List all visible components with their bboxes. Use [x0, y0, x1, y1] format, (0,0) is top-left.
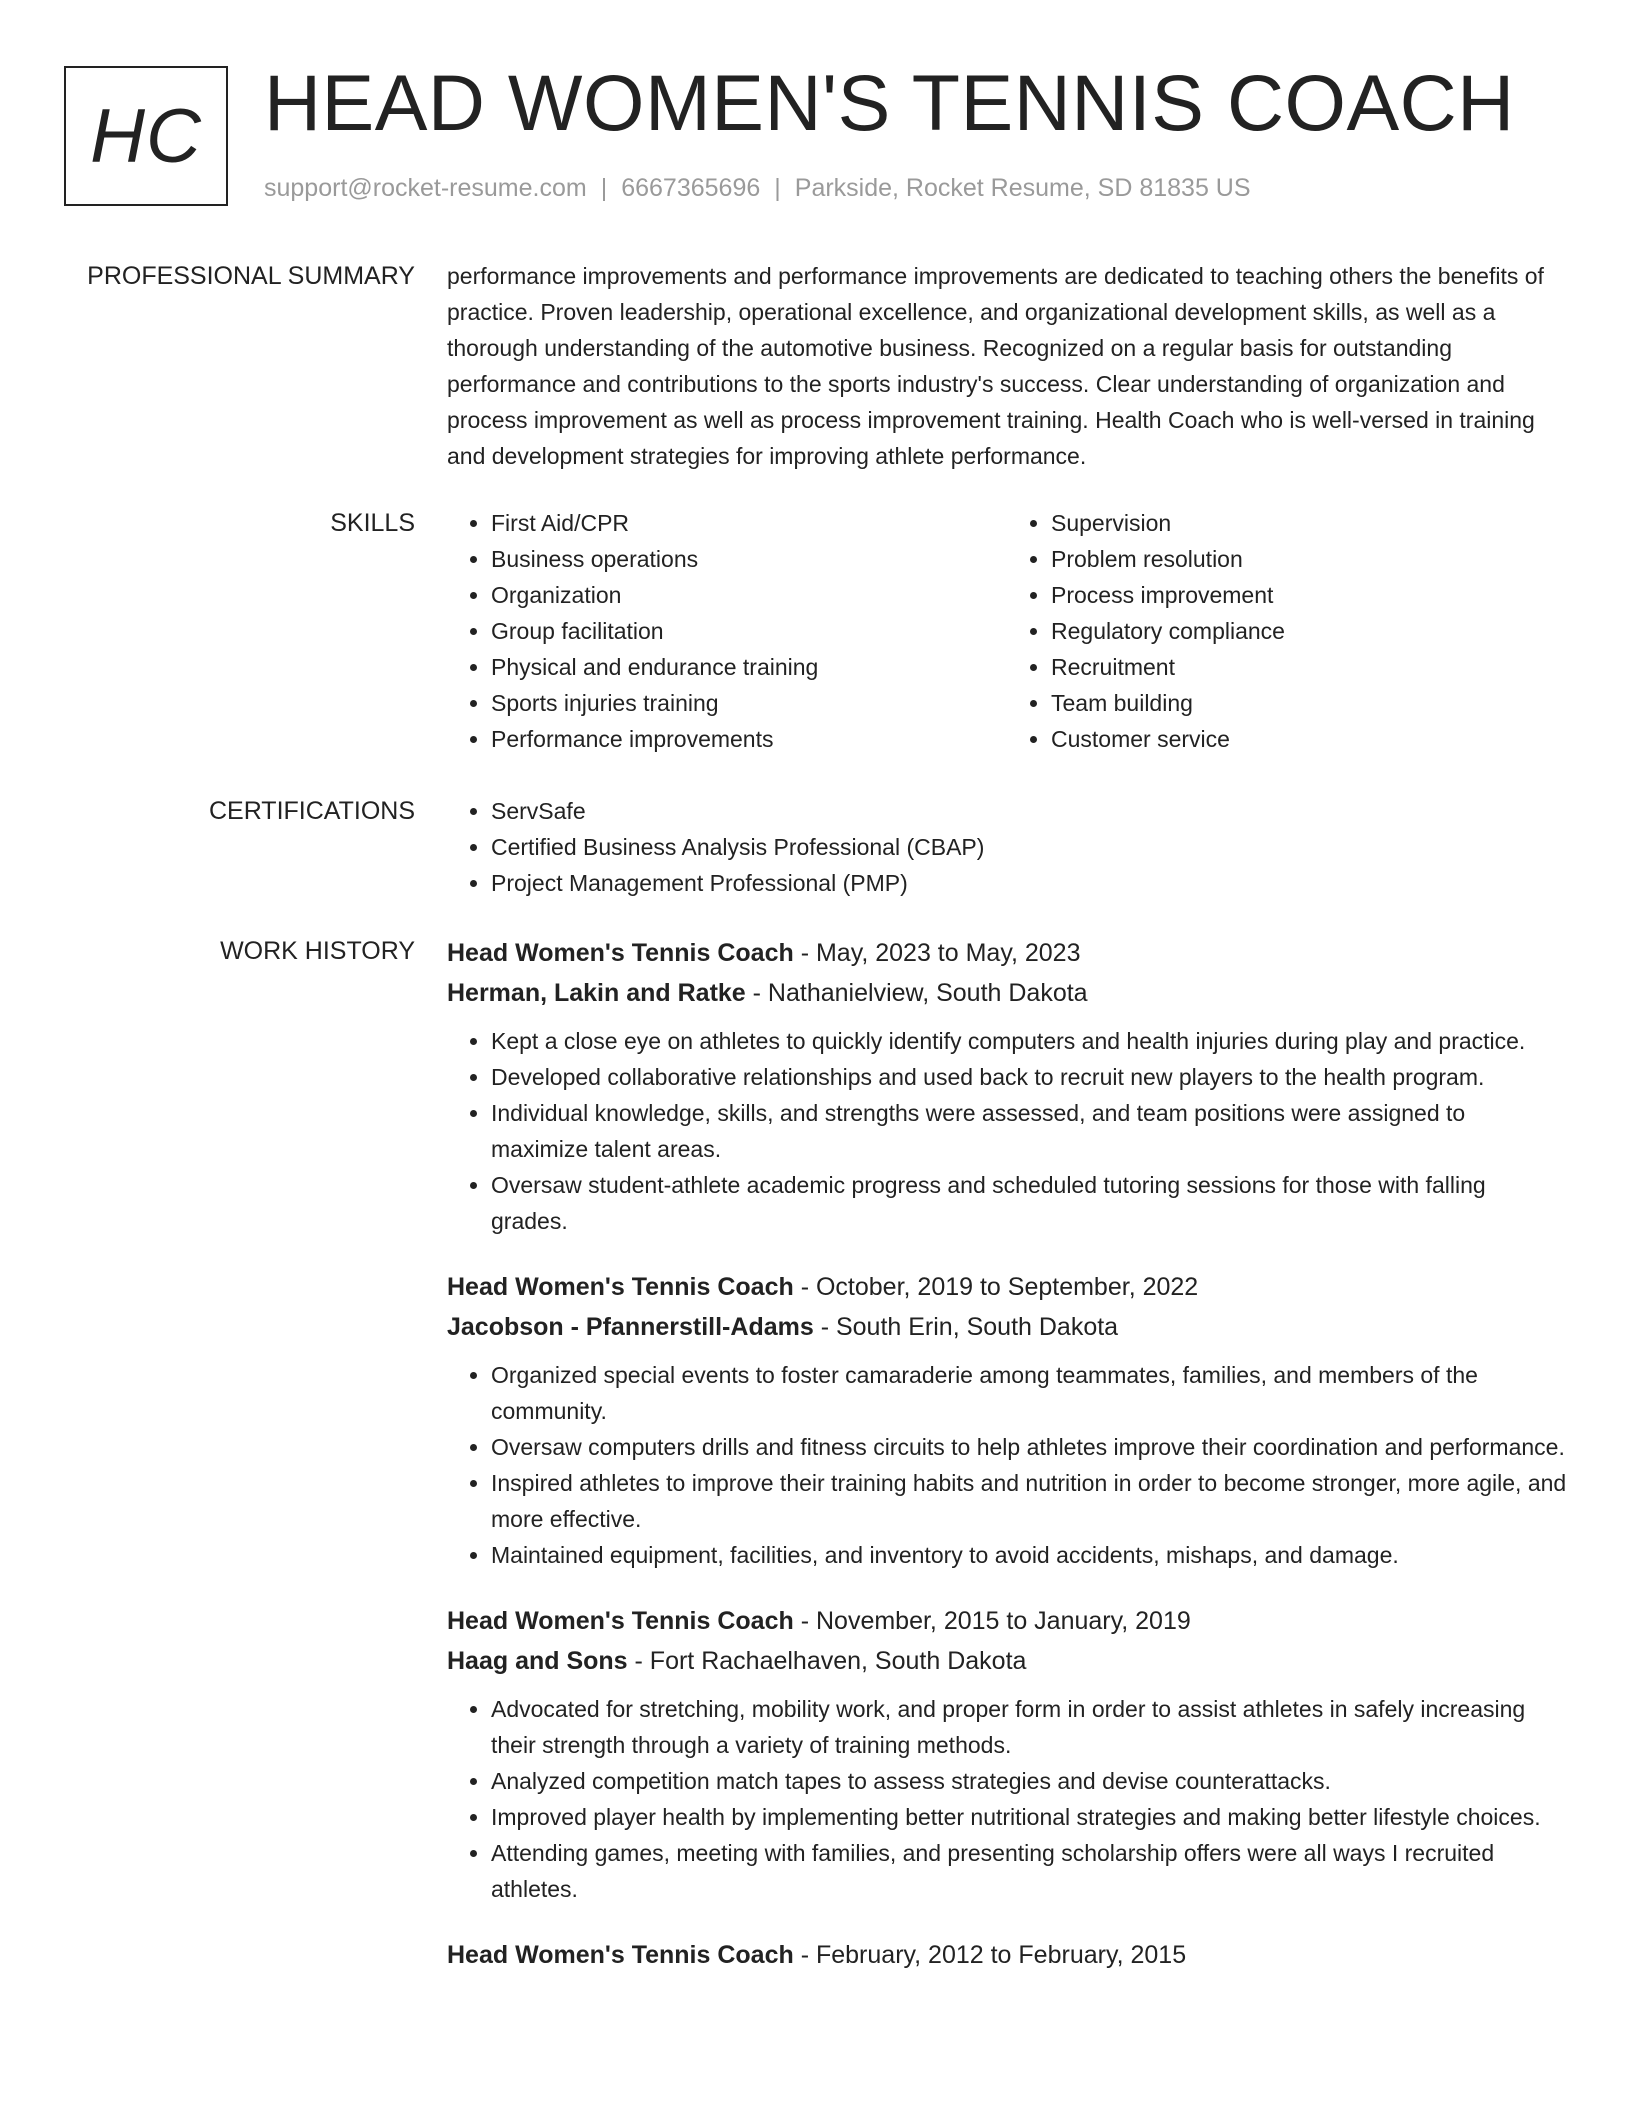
job-bullets: [447, 1691, 1567, 1907]
skill-item: • Business operations: [491, 541, 1007, 577]
skill-item: • Supervision: [1051, 505, 1567, 541]
contact-separator: |: [600, 174, 608, 202]
certification-item: • Certified Business Analysis Professional (CBAP): [491, 829, 1567, 865]
job-bullet: • Attending games, meeting with families, and presenting scholarship offers were all ways I recruited athletes.: [491, 1835, 1567, 1907]
job-dates: - November, 2015 to January, 2019: [793, 1607, 1191, 1635]
job-company-line: [447, 1307, 1567, 1347]
job-company: Haag and Sons: [447, 1647, 628, 1675]
skill-item: • Organization: [491, 577, 1007, 613]
job-title: Head Women's Tennis Coach: [447, 939, 794, 967]
section-label-work-history: WORK HISTORY: [220, 937, 415, 965]
work-history-body: [447, 933, 1567, 2003]
job-entry: [447, 1601, 1567, 1907]
job-bullet: • Oversaw computers drills and fitness circuits to help athletes improve their coordination and performance.: [491, 1429, 1567, 1465]
summary-text: performance improvements and performance improvements are dedicated to teaching others the benefits of practice. Proven leadership, operational excellence, and organizational development skills, as well as a thorough understanding of the automotive business. Recognized on a regular basis for outstanding performance and contributions to the sports industry's success. Clear understanding of organization and process improvement as well as process improvement training. Health Coach who is well-versed in training and development strategies for improving athlete performance.: [447, 263, 1544, 469]
section-label-certifications: CERTIFICATIONS: [208, 797, 415, 825]
job-bullet: • Advocated for stretching, mobility work, and proper form in order to assist athletes in safely increasing their strength through a variety of training methods.: [491, 1691, 1567, 1763]
skill-item: • Problem resolution: [1051, 541, 1567, 577]
job-bullet: • Analyzed competition match tapes to assess strategies and devise counterattacks.: [491, 1763, 1567, 1799]
job-title: Head Women's Tennis Coach: [447, 1941, 794, 1969]
certification-item: • ServSafe: [491, 793, 1567, 829]
job-dates: - May, 2023 to May, 2023: [793, 939, 1081, 967]
job-title-line: [447, 1935, 1567, 1975]
job-bullet: • Oversaw student-athlete academic progress and scheduled tutoring sessions for those with falling grades.: [491, 1167, 1567, 1239]
skills-list-right: [1007, 505, 1567, 757]
skill-item: • Performance improvements: [491, 721, 1007, 757]
section-label-skills: SKILLS: [330, 509, 415, 537]
job-bullet: • Improved player health by implementing better nutritional strategies and making better lifestyle choices.: [491, 1799, 1567, 1835]
contact-address: Parkside, Rocket Resume, SD 81835 US: [794, 174, 1251, 202]
job-bullet: • Kept a close eye on athletes to quickly identify computers and health injuries during play and practice.: [491, 1023, 1567, 1059]
job-location: - South Erin, South Dakota: [813, 1313, 1119, 1341]
skill-item: • Customer service: [1051, 721, 1567, 757]
skill-item: • Group facilitation: [491, 613, 1007, 649]
skill-item: • Regulatory compliance: [1051, 613, 1567, 649]
job-dates: - October, 2019 to September, 2022: [793, 1273, 1199, 1301]
contact-line: [264, 174, 1251, 203]
job-company-line: [447, 1641, 1567, 1681]
job-title-line: [447, 1267, 1567, 1307]
job-title-line: [447, 1601, 1567, 1641]
job-entry: [447, 1935, 1567, 1975]
job-company: Herman, Lakin and Ratke: [447, 979, 746, 1007]
job-bullets: [447, 1023, 1567, 1239]
certification-item: • Project Management Professional (PMP): [491, 865, 1567, 901]
skill-item: • Process improvement: [1051, 577, 1567, 613]
certifications-body: [447, 793, 1567, 901]
job-bullet: • Individual knowledge, skills, and strengths were assessed, and team positions were assigned to maximize talent areas.: [491, 1095, 1567, 1167]
contact-separator: |: [774, 174, 781, 202]
job-title-line: [447, 933, 1567, 973]
section-label-summary: PROFESSIONAL SUMMARY: [87, 262, 415, 290]
skill-item: • Sports injuries training: [491, 685, 1007, 721]
job-entry: [447, 933, 1567, 1239]
job-bullet: • Developed collaborative relationships and used back to recruit new players to the health program.: [491, 1059, 1567, 1095]
certifications-list: [447, 793, 1567, 901]
skills-list-left: [447, 505, 1007, 757]
contact-email: support@rocket-resume.com: [264, 174, 587, 202]
skill-item: • First Aid/CPR: [491, 505, 1007, 541]
summary-body: [447, 258, 1567, 474]
job-location: - Nathanielview, South Dakota: [745, 979, 1088, 1007]
job-bullets: [447, 1357, 1567, 1573]
skills-body: [447, 505, 1567, 757]
page-title: HEAD WOMEN'S TENNIS COACH: [264, 58, 1515, 147]
job-location: - Fort Rachaelhaven, South Dakota: [627, 1647, 1027, 1675]
job-bullet: • Inspired athletes to improve their training habits and nutrition in order to become stronger, more agile, and more effective.: [491, 1465, 1567, 1537]
job-company-line: [447, 973, 1567, 1013]
contact-phone: 6667365696: [621, 174, 761, 202]
job-company: Jacobson - Pfannerstill-Adams: [447, 1313, 814, 1341]
monogram-logo: HC: [64, 66, 228, 206]
job-bullet: • Maintained equipment, facilities, and inventory to avoid accidents, mishaps, and damage.: [491, 1537, 1567, 1573]
job-entry: [447, 1267, 1567, 1573]
skill-item: • Physical and endurance training: [491, 649, 1007, 685]
job-bullet: • Organized special events to foster camaraderie among teammates, families, and members of the community.: [491, 1357, 1567, 1429]
skill-item: • Team building: [1051, 685, 1567, 721]
job-dates: - February, 2012 to February, 2015: [793, 1941, 1187, 1969]
skill-item: • Recruitment: [1051, 649, 1567, 685]
job-title: Head Women's Tennis Coach: [447, 1607, 794, 1635]
job-title: Head Women's Tennis Coach: [447, 1273, 794, 1301]
